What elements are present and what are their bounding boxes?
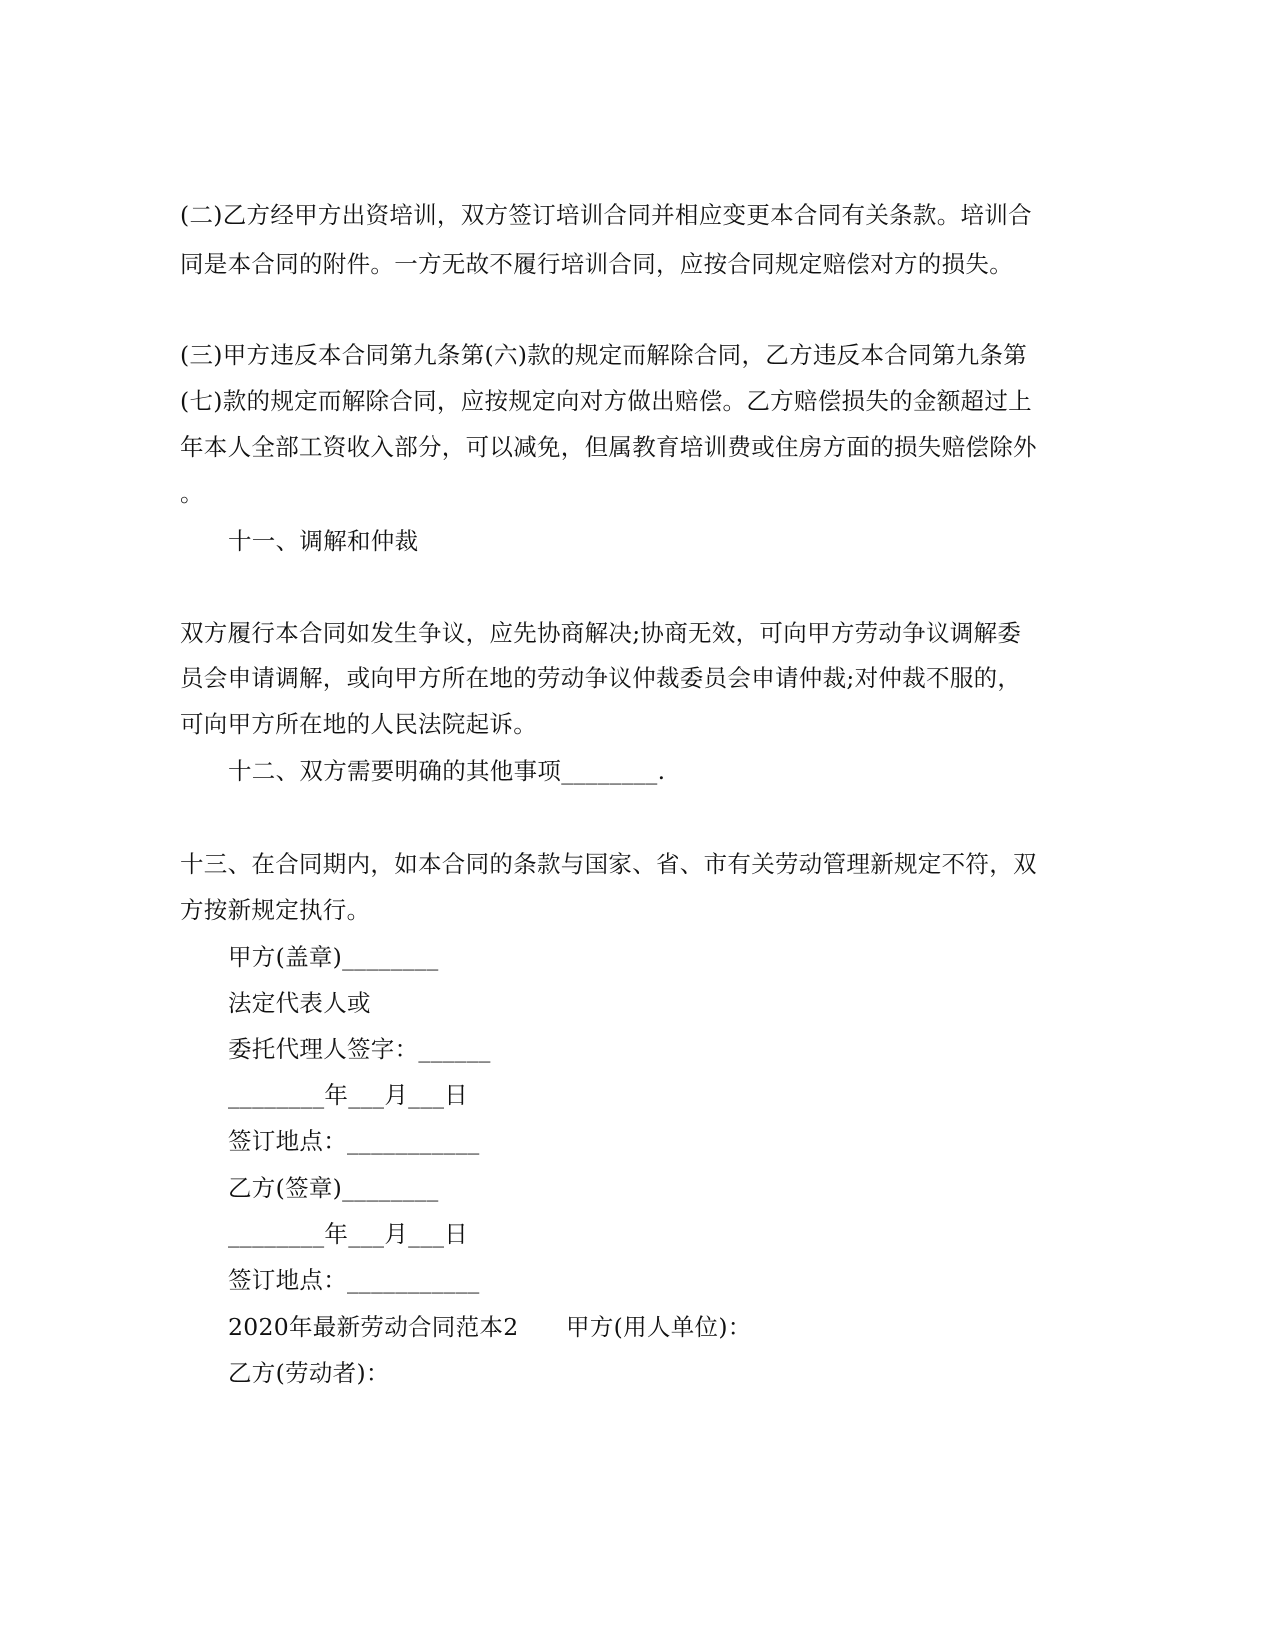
section-13-line-1: 十三、在合同期内，如本合同的条款与国家、省、市有关劳动管理新规定不符，双 xyxy=(180,850,1037,878)
party-b-sign-place-line: 签订地点：___________ xyxy=(228,1266,480,1294)
paragraph-3-line-2: (七)款的规定而解除合同，应按规定向对方做出赔偿。乙方赔偿损失的金额超过上 xyxy=(180,387,1032,415)
section-12-line: 十二、双方需要明确的其他事项________. xyxy=(228,757,666,785)
paragraph-3-line-3: 年本人全部工资收入部分，可以减免，但属教育培训费或住房方面的损失赔偿除外 xyxy=(180,433,1037,461)
legal-representative-line: 法定代表人或 xyxy=(228,989,371,1017)
paragraph-3-line-1: (三)甲方违反本合同第九条第(六)款的规定而解除合同，乙方违反本合同第九条第 xyxy=(180,341,1028,369)
agent-signature-line: 委托代理人签字：______ xyxy=(228,1035,491,1063)
section-11-line-1: 双方履行本合同如发生争议，应先协商解决;协商无效，可向甲方劳动争议调解委 xyxy=(180,619,1022,647)
paragraph-2-line-2: 同是本合同的附件。一方无故不履行培训合同，应按合同规定赔偿对方的损失。 xyxy=(180,250,1013,278)
section-11-heading: 十一、调解和仲裁 xyxy=(228,527,419,555)
party-b-date-line: ________年___月___日 xyxy=(228,1220,469,1248)
paragraph-3-line-4: 。 xyxy=(180,479,204,507)
party-b-seal-line: 乙方(签章)________ xyxy=(228,1174,439,1202)
section-11-line-3: 可向甲方所在地的人民法院起诉。 xyxy=(180,710,537,738)
paragraph-2-line-1: (二)乙方经甲方出资培训，双方签订培训合同并相应变更本合同有关条款。培训合 xyxy=(180,201,1032,229)
party-a-sign-place-line: 签订地点：___________ xyxy=(228,1127,480,1155)
section-13-line-2: 方按新规定执行。 xyxy=(180,896,371,924)
section-11-line-2: 员会申请调解，或向甲方所在地的劳动争议仲裁委员会申请仲裁;对仲裁不服的， xyxy=(180,664,1022,692)
party-a-seal-line: 甲方(盖章)________ xyxy=(228,943,439,971)
next-contract-title-line: 2020年最新劳动合同范本2 甲方(用人单位)： xyxy=(228,1313,752,1341)
party-b-labor-line: 乙方(劳动者)： xyxy=(228,1359,390,1387)
party-a-date-line: ________年___月___日 xyxy=(228,1081,469,1109)
